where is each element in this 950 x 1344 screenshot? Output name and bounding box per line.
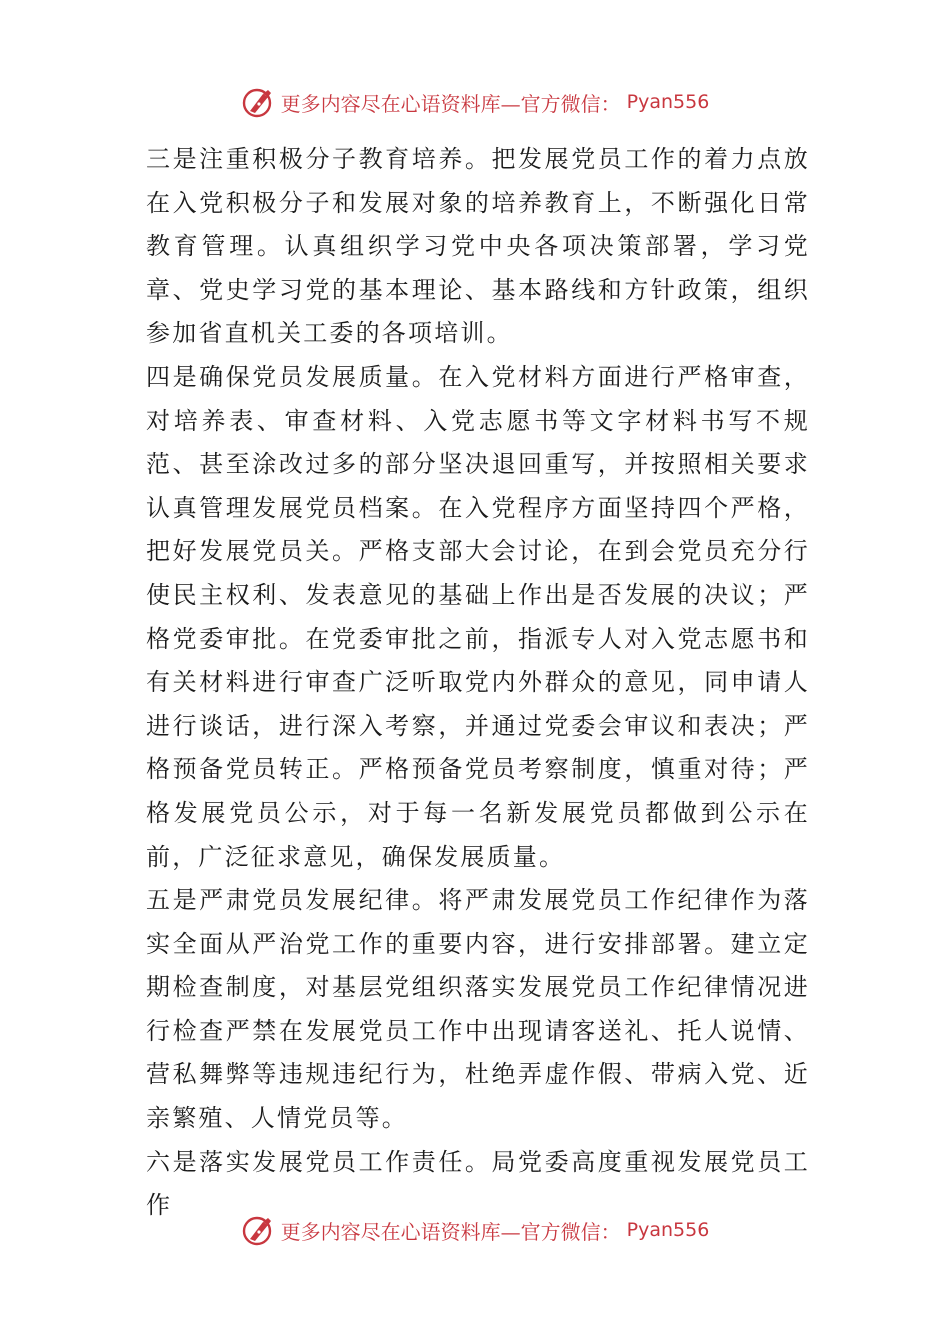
paragraph-3: 三是注重积极分子教育培养。把发展党员工作的着力点放在入党积极分子和发展对象的培养教育上，不断强化日常教育管理。认真组织学习党中央各项决策部署，学习党章、党史学习党的基本理论、基本路线和方针政策，组织参加省直机关工委的各项培训。 [146, 145, 810, 348]
watermark-wechat-id: Pyan556 [626, 1219, 710, 1241]
paragraph-6: 六是落实发展党员工作责任。局党委高度重视发展党员工作 [146, 1147, 810, 1220]
header-watermark [0, 82, 950, 122]
paragraph-4: 四是确保党员发展质量。在入党材料方面进行严格审查，对培养表、审查材料、入党志愿书等文字材料书写不规范、甚至涂改过多的部分坚决退回重写，并按照相关要求认真管理发展党员档案。在入党程序方面坚持四个严格，把好发展党员关。严格支部大会讨论，在到会党员充分行使民主权利、发表意见的基础上作出是否发展的决议；严格党委审批。在党委审批之前，指派专人对入党志愿书和有关材料进行审查广泛听取党内外群众的意见，同申请人进行谈话，进行深入考察，并通过党委会审议和表决；严格预备党员转正。严格预备党员考察制度，慎重对待；严格发展党员公示，对于每一名新发展党员都做到公示在前，广泛征求意见，确保发展质量。 [146, 362, 810, 871]
watermark-text: 更多内容尽在心语资料库—官方微信： [280, 91, 621, 116]
watermark-wechat-id: Pyan556 [626, 91, 710, 113]
paragraph-5: 五是严肃党员发展纪律。将严肃发展党员工作纪律作为落实全面从严治党工作的重要内容，进行安排部署。建立定期检查制度，对基层党组织落实发展党员工作纪律情况进行检查严禁在发展党员工作中出现请客送礼、托人说情、营私舞弊等违规违纪行为，杜绝弄虚作假、带病入党、近亲繁殖、人情党员等。 [146, 886, 810, 1133]
watermark-text: 更多内容尽在心语资料库—官方微信： [280, 1219, 621, 1244]
footer-watermark [0, 1210, 950, 1250]
pen-nib-circle-icon [241, 1213, 275, 1247]
document-body [146, 138, 810, 1228]
pen-nib-circle-icon [241, 85, 275, 119]
